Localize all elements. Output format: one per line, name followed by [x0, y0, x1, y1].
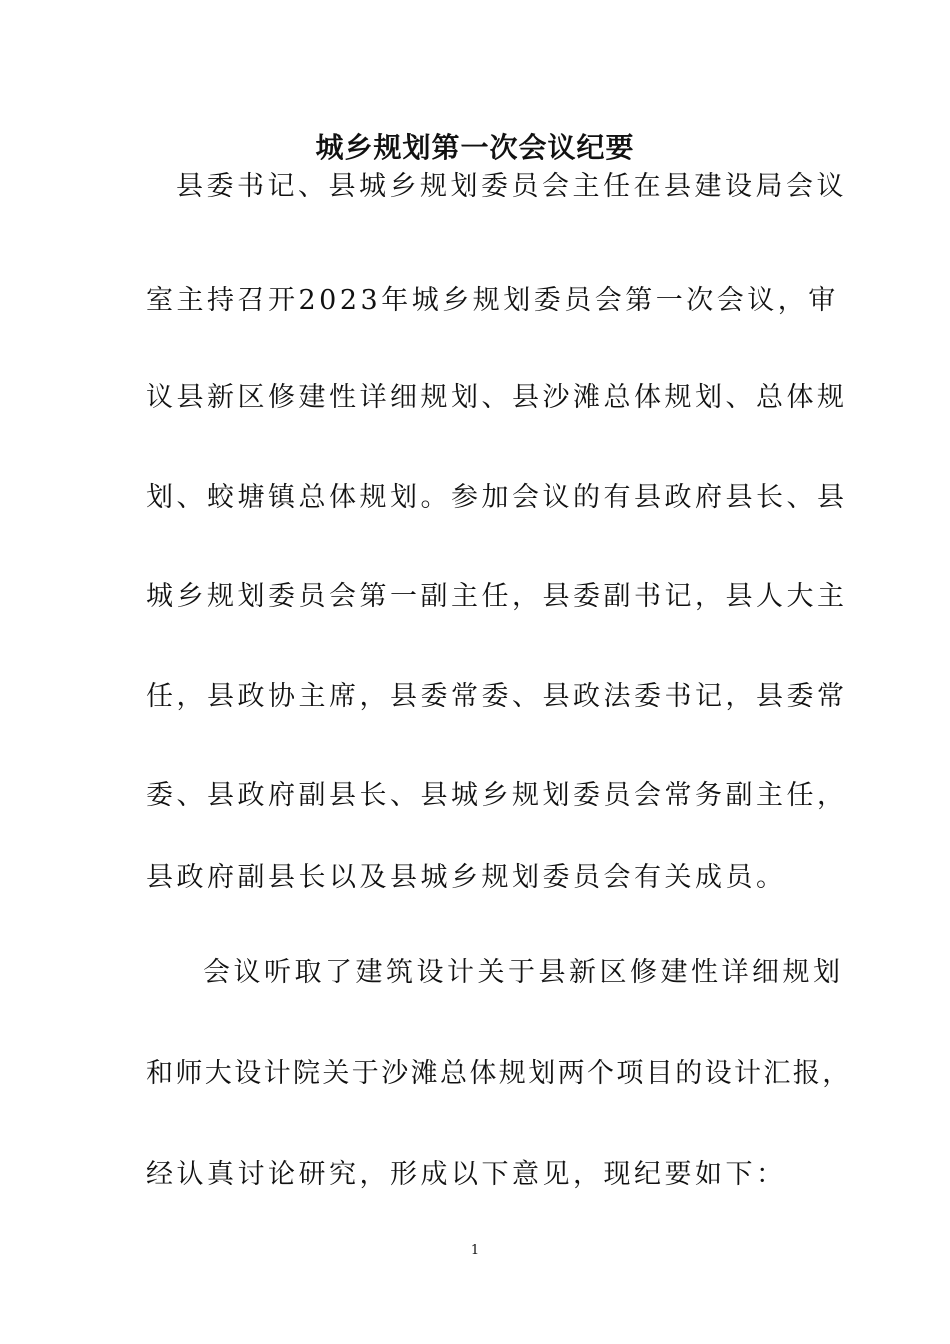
paragraph-1-line-7: 委、县政府副县长、县城乡规划委员会常务副主任，	[146, 780, 848, 811]
paragraph-1-line-1: 县委书记、县城乡规划委员会主任在县建设局会议	[176, 171, 847, 202]
paragraph-2-line-2: 和师大设计院关于沙滩总体规划两个项目的设计汇报，	[146, 1058, 852, 1089]
paragraph-2-line-1: 会议听取了建筑设计关于县新区修建性详细规划	[203, 957, 844, 988]
paragraph-1-line-6: 任，县政协主席，县委常委、县政法委书记，县委常	[146, 681, 848, 712]
paragraph-1-line-4: 划、蛟塘镇总体规划。参加会议的有县政府县长、县	[146, 482, 848, 513]
paragraph-1-line-5: 城乡规划委员会第一副主任，县委副书记，县人大主	[146, 581, 848, 612]
paragraph-1-line-8: 县政府副县长以及县城乡规划委员会有关成员。	[146, 862, 787, 893]
paragraph-1-line-2: 室主持召开2023年城乡规划委员会第一次会议，审	[146, 285, 839, 316]
document-title: 城乡规划第一次会议纪要	[315, 131, 635, 164]
paragraph-1-line-3: 议县新区修建性详细规划、县沙滩总体规划、总体规	[146, 382, 848, 413]
paragraph-2-line-3: 经认真讨论研究，形成以下意见，现纪要如下：	[146, 1159, 787, 1190]
page-number: 1	[470, 1243, 480, 1258]
